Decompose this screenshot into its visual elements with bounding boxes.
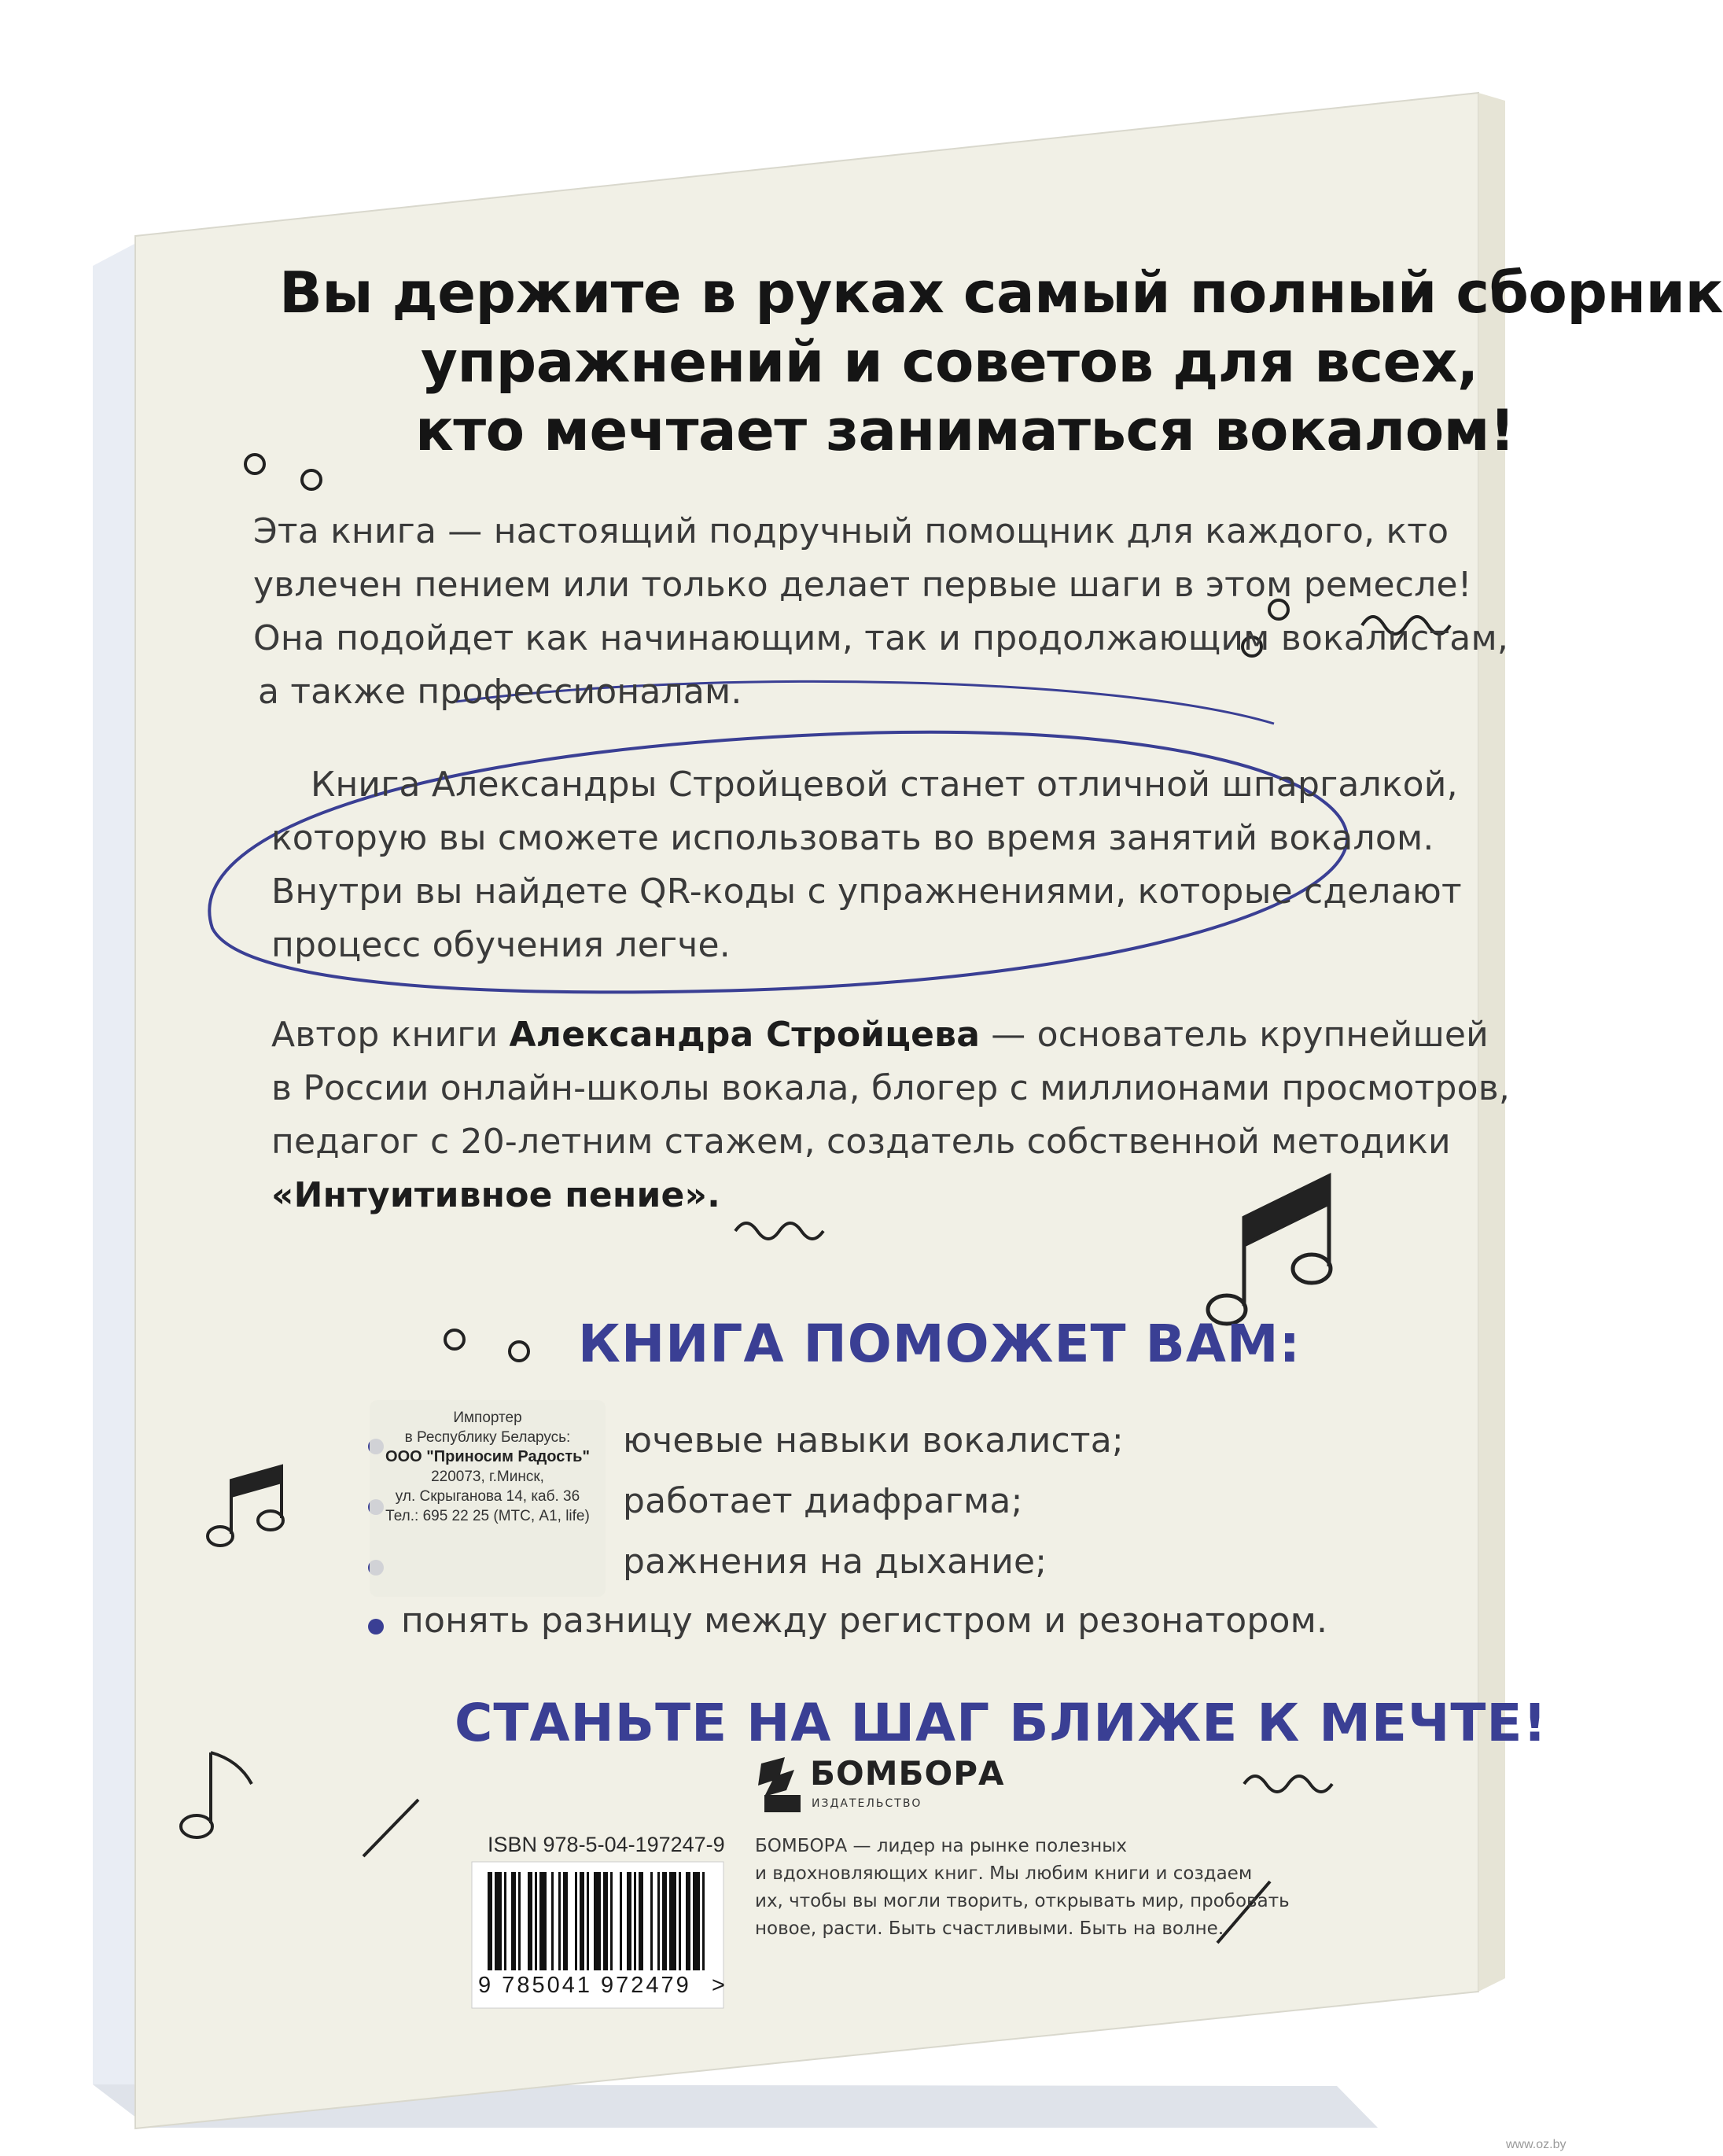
barcode-arrow: > [712,1973,727,1998]
barcode-bar [594,1872,601,1970]
importer-line-1: Импортер [453,1410,522,1426]
barcode-bar [551,1872,554,1970]
importer-company: ООО "Приносим Радость" [385,1448,590,1465]
importer-line-4: 220073, г.Минск, [431,1469,544,1485]
headline-line-2: упражнений и советов для всех, [421,329,1478,395]
barcode-bar [518,1872,521,1970]
isbn-label: ISBN 978-5-04-197247-9 [488,1833,725,1856]
benefit-item-2-visible: работает диафрагма; [623,1481,1023,1521]
benefit-item-3-visible: ражнения на дыхание; [623,1542,1047,1582]
barcode-bar [634,1872,636,1970]
barcode-bar [539,1872,547,1970]
barcode-bar [662,1872,667,1970]
barcode-bar [504,1872,506,1970]
intro-line-2: увлечен пением или только делает первые шаги в этом ремесле! [253,565,1472,605]
barcode [488,1872,705,1970]
publisher-line-2: и вдохновляющих книг. Мы любим книги и создаем [755,1863,1253,1884]
publisher-logo-name: БОМБОРА [810,1754,1005,1793]
barcode-bar [686,1872,690,1970]
importer-sticker [370,1400,606,1597]
author-prefix: Автор книги [271,1015,510,1055]
headline-line-3: кто мечтает заниматься вокалом! [415,397,1515,463]
barcode-bar [679,1872,681,1970]
watermark: www.oz.by [1506,2138,1567,2151]
circled-line-4: процесс обучения легче. [271,925,731,965]
barcode-digits: 9 785041 972479 [478,1973,691,1998]
author-line-2: в России онлайн-школы вокала, блогер с миллионами просмотров, [271,1068,1511,1108]
barcode-bar [535,1872,537,1970]
bullet [368,1619,384,1635]
author-method: «Интуитивное пение». [271,1175,721,1215]
benefits-title: КНИГА ПОМОЖЕТ ВАМ: [578,1314,1301,1374]
barcode-bar [580,1872,584,1970]
barcode-bar [528,1872,532,1970]
barcode-bar [488,1872,492,1970]
closing-slogan: СТАНЬТЕ НА ШАГ БЛИЖЕ К МЕЧТЕ! [455,1693,1548,1753]
importer-line-6: Тел.: 695 22 25 (МТС, A1, life) [385,1508,590,1524]
barcode-bar [702,1872,705,1970]
barcode-bar [693,1872,700,1970]
intro-line-3: Она подойдет как начинающим, так и продолжающим вокалистам, [253,618,1509,658]
barcode-bar [657,1872,660,1970]
author-name: Александра Стройцева [509,1015,981,1055]
barcode-bar [650,1872,653,1970]
barcode-bar [603,1872,608,1970]
publisher-line-1: БОМБОРА — лидер на рынке полезных [755,1836,1128,1856]
barcode-bar [639,1872,643,1970]
barcode-bar [627,1872,631,1970]
intro-line-1: Эта книга — настоящий подручный помощник для каждого, кто [253,511,1449,551]
barcode-bar [495,1872,502,1970]
circled-line-2: которую вы сможете использовать во время занятий вокалом. [271,818,1434,858]
circled-line-1: Книга Александры Стройцевой станет отличной шпаргалкой, [311,765,1458,805]
benefit-item-4: понять разницу между регистром и резонатором. [401,1601,1328,1641]
importer-line-5: ул. Скрыганова 14, каб. 36 [395,1488,580,1505]
barcode-bar [563,1872,568,1970]
circled-line-3: Внутри вы найдете QR-коды с упражнениями, которые сделают [271,872,1462,912]
publisher-line-3: их, чтобы вы могли творить, открывать мир, пробовать [755,1891,1290,1911]
benefit-item-1-visible: ючевые навыки вокалиста; [623,1421,1124,1461]
barcode-bar [669,1872,676,1970]
barcode-bar [575,1872,577,1970]
barcode-bar [620,1872,622,1970]
author-line-1 [271,1015,1489,1055]
publisher-line-4: новое, расти. Быть счастливыми. Быть на волне. [755,1918,1224,1939]
barcode-bar [558,1872,561,1970]
intro-line-4: а также профессионалам. [258,672,742,712]
barcode-bar [587,1872,589,1970]
barcode-bar [511,1872,516,1970]
importer-line-2: в Республику Беларусь: [404,1429,571,1446]
author-line-3: педагог с 20-летним стажем, создатель собственной методики [271,1122,1451,1162]
headline-line-1: Вы держите в руках самый полный сборник [279,260,1723,326]
barcode-bar [610,1872,613,1970]
publisher-logo-sub: ИЗДАТЕЛЬСТВО [812,1797,922,1810]
author-suffix: — основатель крупнейшей [980,1015,1489,1055]
